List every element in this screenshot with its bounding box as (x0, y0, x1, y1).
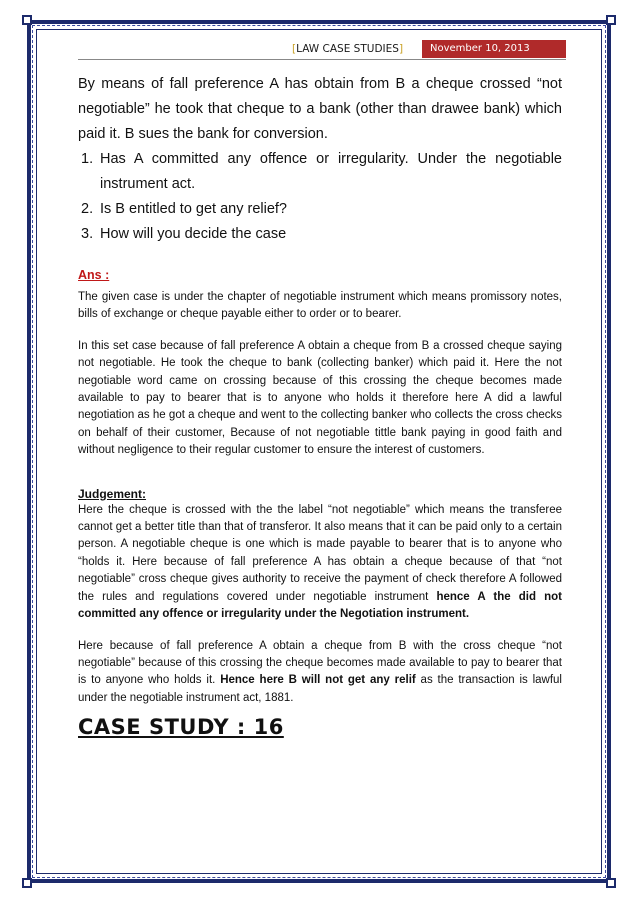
header-title-text: LAW CASE STUDIES (296, 43, 399, 55)
answer-paragraph-1: The given case is under the chapter of negotiable instrument which means promissory notes, bills of exchange or cheque payable either to order or to bearer. (78, 291, 562, 321)
question-list (78, 147, 562, 247)
question-text: Is B entitled to get any relief? (100, 201, 287, 217)
border-corner-ornament (606, 878, 616, 888)
judgement-paragraph-1-bold: hence A the did not committed any offence or irregularity under the Negotiation instrument. (78, 590, 562, 621)
judgement-paragraph-2-text: Here because of fall preference A obtain a cheque from B with the cross cheque “not negotiable” because of this crossing the cheque becomes made available to pay to bearer that is to anyone who holds it. (78, 639, 562, 687)
header-divider (78, 59, 566, 60)
judgement-paragraph-2 (78, 638, 562, 708)
header-title (292, 43, 403, 55)
question-item (78, 147, 562, 197)
question-item (78, 197, 562, 222)
paragraph-gap (78, 624, 562, 638)
document-body (78, 72, 562, 739)
question-number: 3. (81, 226, 94, 242)
judgement-paragraph-1 (78, 502, 562, 624)
header-date: November 10, 2013 (422, 40, 566, 58)
answer-paragraph-2: In this set case because of fall preference A obtain a cheque from B a crossed cheque saying not negotiable. He took the cheque to bank (collecting banker) which paid it. Here the not negotiable word came on crossing because of this crossing the cheque becomes made available to pay to bearer that is to anyone who holds it therefore here A did a lawful negotiation as he got a cheque and went to the collecting banker who collects the cross checks on behalf of their customer, Because of not negotiable tittle bank paying in good faith and without negligence to their regular customer to ensure the interest of customers. (78, 339, 562, 457)
case-study-title: CASE STUDY : 16 (78, 715, 284, 740)
border-corner-ornament (22, 878, 32, 888)
judgement-label: Judgement: (78, 486, 147, 501)
header-bracket-open: [ (292, 43, 297, 55)
question-number: 1. (81, 151, 94, 167)
question-text: Has A committed any offence or irregularity. Under the negotiable instrument act. (100, 151, 562, 192)
judgement-paragraph-1-text: Here the cheque is crossed with the the label “not negotiable” which means the transferee cannot get a better title than that of transferor. It also means that it can be paid only to a certain person. A negotiable cheque is one which is made payable to bearer that is to anyone who “holds it. Here because of fall preference A has obtain a cheque because of that “not negotiable” cross cheque gives authority to receive the payment of check therefore A followed the rules and regulations covered under negotiable instrument (78, 503, 562, 603)
question-text: How will you decide the case (100, 226, 287, 242)
judgement-paragraph-2-bold: Hence here B will not get any relif (220, 674, 416, 687)
border-corner-ornament (606, 15, 616, 25)
header-bracket-close: ] (398, 43, 404, 55)
page-header (0, 40, 638, 60)
judgement-paragraph-2-tail: as the transaction is lawful under the negotiable instrument act, 1881. (78, 674, 562, 704)
paragraph-gap (78, 324, 562, 338)
answer-label: Ans : (78, 268, 110, 282)
question-number: 2. (81, 201, 94, 217)
question-intro: By means of fall preference A has obtain from B a cheque crossed “not negotiable” he took that cheque to a bank (other than drawee bank) which paid it. B sues the bank for conversion. (78, 76, 562, 142)
question-item (78, 222, 562, 247)
border-corner-ornament (22, 15, 32, 25)
